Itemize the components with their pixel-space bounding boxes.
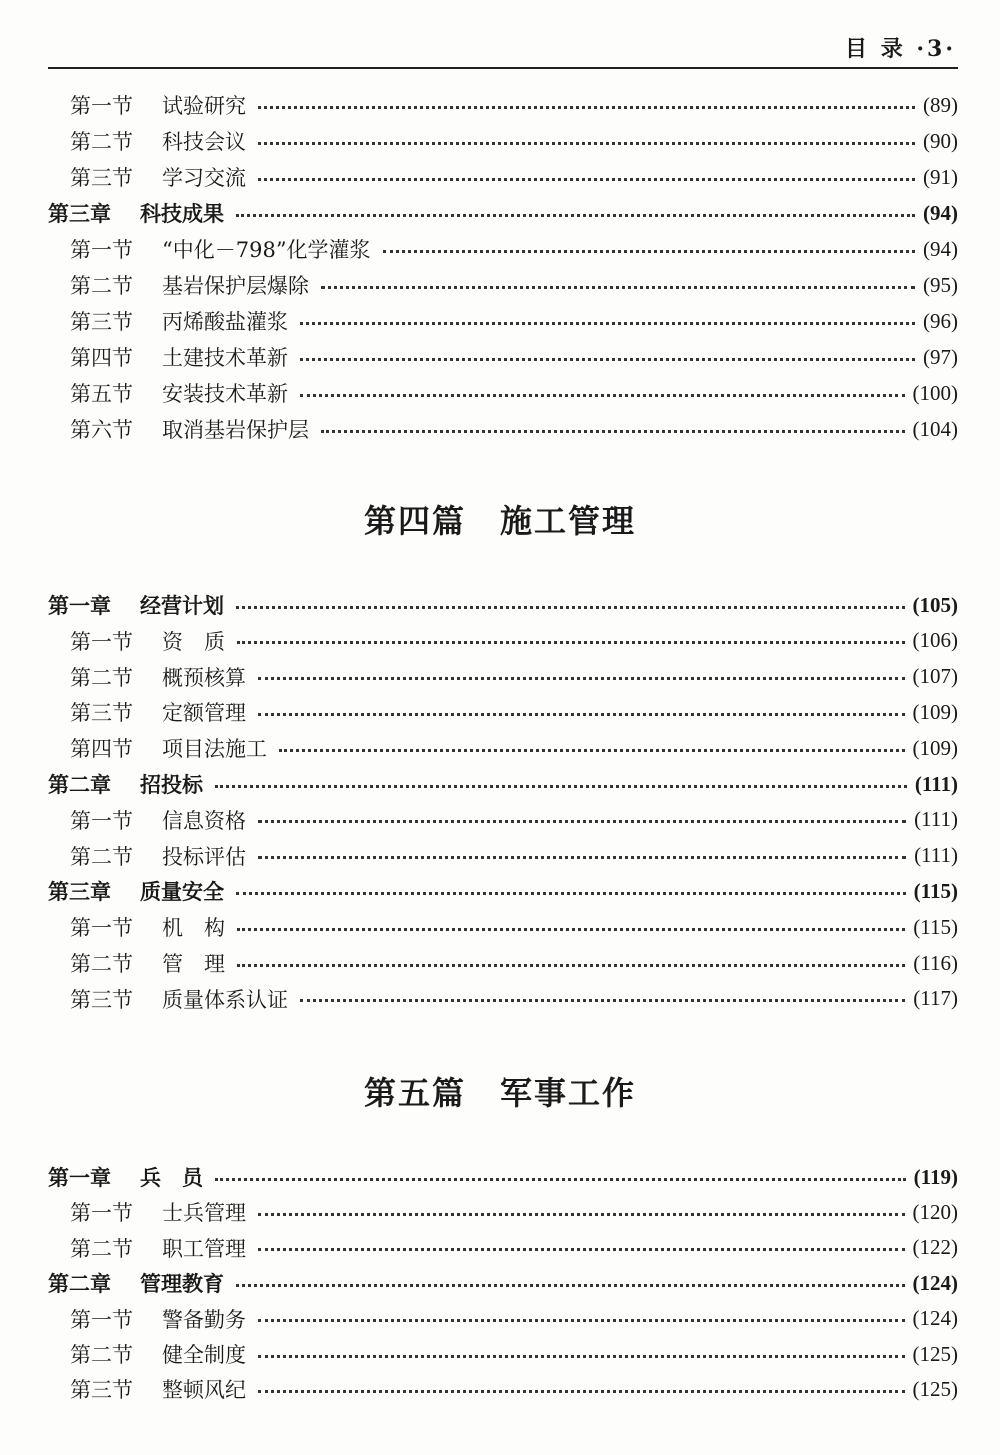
entry-page-number: (115): [913, 914, 958, 939]
entry-title: 基岩保护层爆除: [162, 274, 309, 298]
entry-page-number: (109): [912, 699, 958, 724]
toc-section-entry[interactable]: [48, 695, 958, 729]
entry-number: 第一节: [70, 94, 133, 118]
entry-number: 第二章: [48, 772, 111, 797]
entry-number: 第二节: [70, 130, 133, 154]
entry-number: 第一章: [48, 593, 111, 618]
entry-number: 第二章: [48, 1271, 111, 1297]
toc-section-entry[interactable]: [48, 839, 958, 873]
toc-section-entry[interactable]: [48, 982, 958, 1016]
dot-leader: [258, 1355, 905, 1358]
entry-number: 第六节: [70, 418, 133, 442]
entry-title: 项目法施工: [162, 737, 267, 762]
part-title: 第四篇 施工管理: [363, 502, 636, 540]
entry-page-number: (97): [923, 344, 958, 369]
entry-page-number: (111): [914, 843, 958, 868]
entry-number: 第一节: [70, 629, 133, 654]
toc-chapter-entry[interactable]: [48, 874, 958, 908]
toc-section-entry[interactable]: [48, 88, 958, 122]
dot-leader: [258, 1319, 905, 1322]
entry-page-number: (115): [913, 878, 958, 903]
entry-number: 第二节: [70, 952, 133, 976]
dot-leader: [236, 214, 915, 217]
entry-page-number: (104): [912, 416, 958, 441]
entry-title: 土建技术革新: [162, 346, 288, 370]
entry-page-number: (89): [923, 92, 958, 117]
dot-leader: [258, 1248, 905, 1251]
toc-section-entry[interactable]: [48, 124, 958, 158]
entry-number: 第三节: [70, 701, 133, 726]
dot-leader: [300, 322, 915, 325]
entry-number: 第三章: [48, 879, 111, 905]
toc-chapter-entry[interactable]: [48, 767, 958, 801]
toc-section-entry[interactable]: [48, 660, 958, 694]
toc-section-entry[interactable]: [48, 624, 958, 658]
entry-page-number: (117): [913, 986, 958, 1011]
entry-number: 第一节: [70, 238, 133, 262]
entry-number: 第二节: [70, 274, 133, 298]
entry-page-number: (111): [914, 807, 958, 832]
entry-page-number: (111): [914, 771, 958, 796]
dot-leader: [237, 928, 905, 931]
toc-section-entry[interactable]: [48, 160, 958, 194]
dot-leader: [258, 713, 905, 716]
entry-number: 第三节: [70, 166, 133, 190]
dot-leader: [215, 785, 907, 788]
entry-number: 第一节: [70, 1307, 133, 1332]
dot-leader: [383, 250, 915, 253]
entry-title: 丙烯酸盐灌浆: [162, 310, 288, 334]
toc-section-entry[interactable]: [48, 304, 958, 338]
toc-section-entry[interactable]: [48, 376, 958, 410]
toc-section-entry[interactable]: [48, 1231, 958, 1265]
entry-title: 管理教育: [140, 1271, 224, 1297]
entry-number: 第二节: [70, 1236, 133, 1261]
entry-title: 安装技术革新: [162, 382, 288, 406]
entry-title: 投标评估: [162, 844, 246, 869]
toc-section-entry[interactable]: [48, 910, 958, 944]
dot-leader: [237, 641, 905, 644]
entry-page-number: (119): [913, 1164, 958, 1189]
entry-title: 士兵管理: [162, 1201, 246, 1226]
toc-section-entry[interactable]: [48, 946, 958, 980]
entry-page-number: (120): [912, 1199, 958, 1224]
entry-title: 科技成果: [140, 201, 224, 226]
dot-leader: [321, 430, 905, 433]
dot-leader: [258, 178, 915, 181]
entry-page-number: (125): [912, 1376, 958, 1401]
entry-title: 经营计划: [140, 593, 224, 618]
entry-title: 科技会议: [162, 130, 246, 154]
entry-page-number: (95): [923, 272, 958, 297]
dot-leader: [300, 394, 905, 397]
entry-page-number: (96): [923, 308, 958, 333]
toc-section-entry[interactable]: [48, 1372, 958, 1406]
entry-page-number: (91): [923, 164, 958, 189]
dot-leader: [258, 1390, 905, 1393]
entry-number: 第一节: [70, 1201, 133, 1226]
entry-page-number: (107): [912, 664, 958, 689]
entry-page-number: (90): [923, 128, 958, 153]
toc-chapter-entry[interactable]: [48, 588, 958, 622]
entry-page-number: (106): [912, 628, 958, 653]
entry-page-number: (125): [912, 1341, 958, 1366]
entry-page-number: (116): [913, 950, 958, 975]
header-rule: [48, 67, 958, 69]
entry-title: 试验研究: [162, 94, 246, 118]
dot-leader: [236, 892, 906, 895]
toc-section-entry[interactable]: [48, 803, 958, 837]
toc-section-entry[interactable]: [48, 268, 958, 302]
entry-number: 第三节: [70, 987, 133, 1012]
entry-number: 第一节: [70, 808, 133, 833]
entry-number: 第三节: [70, 1378, 133, 1403]
entry-page-number: (100): [912, 380, 958, 405]
entry-title: 质量安全: [140, 879, 224, 905]
dot-leader: [258, 820, 906, 823]
entry-number: 第二节: [70, 665, 133, 690]
entry-number: 第四节: [70, 346, 133, 370]
toc-section-entry[interactable]: [48, 1302, 958, 1336]
entry-number: 第五节: [70, 382, 133, 406]
entry-number: 第二节: [70, 1343, 133, 1367]
toc-section-entry[interactable]: [48, 232, 958, 266]
entry-number: 第三章: [48, 201, 111, 226]
entry-title: 信息资格: [162, 808, 246, 833]
dot-leader: [258, 856, 906, 859]
entry-title: 机 构: [162, 916, 225, 941]
entry-page-number: (105): [912, 592, 958, 617]
entry-title: 招投标: [140, 772, 203, 797]
toc-chapter-entry[interactable]: [48, 1266, 958, 1300]
toc-section-entry[interactable]: [48, 412, 958, 446]
dot-leader: [236, 1284, 905, 1287]
entry-page-number: (109): [912, 735, 958, 760]
dot-leader: [258, 106, 915, 109]
toc-section-entry[interactable]: [48, 340, 958, 374]
entry-page-number: (124): [912, 1270, 958, 1295]
dot-leader: [236, 606, 905, 609]
dot-leader: [300, 999, 905, 1002]
entry-number: 第三节: [70, 310, 133, 334]
entry-title: 概预核算: [162, 665, 246, 690]
toc-chapter-entry[interactable]: [48, 196, 958, 230]
entry-page-number: (94): [923, 236, 958, 261]
dot-leader: [300, 358, 915, 361]
entry-title: “中化－798”化学灌浆: [162, 238, 371, 262]
entry-title: 职工管理: [162, 1236, 246, 1261]
toc-section-entry[interactable]: [48, 1195, 958, 1229]
part-title: 第五篇 军事工作: [363, 1074, 636, 1112]
running-header: 目 录 ·3·: [845, 36, 956, 62]
dot-leader: [321, 286, 915, 289]
page-header: [48, 28, 958, 68]
entry-title: 健全制度: [162, 1343, 246, 1367]
entry-title: 兵 员: [140, 1165, 203, 1190]
entry-number: 第一节: [70, 916, 133, 941]
dot-leader: [258, 677, 905, 680]
entry-title: 整顿风纪: [162, 1378, 246, 1403]
dot-leader: [215, 1178, 906, 1181]
entry-title: 取消基岩保护层: [162, 418, 309, 442]
dot-leader: [258, 1213, 905, 1216]
entry-number: 第四节: [70, 737, 133, 762]
dot-leader: [237, 964, 905, 967]
entry-title: 资 质: [162, 629, 225, 654]
entry-number: 第一章: [48, 1165, 111, 1190]
entry-page-number: (124): [912, 1306, 958, 1331]
entry-title: 质量体系认证: [162, 987, 288, 1012]
entry-number: 第二节: [70, 844, 133, 869]
dot-leader: [279, 749, 905, 752]
entry-title: 定额管理: [162, 701, 246, 726]
toc-section-entry[interactable]: [48, 1337, 958, 1371]
toc-section-entry[interactable]: [48, 731, 958, 765]
dot-leader: [258, 142, 915, 145]
entry-page-number: (94): [923, 200, 958, 225]
entry-title: 管 理: [162, 952, 225, 976]
entry-page-number: (122): [912, 1235, 958, 1260]
entry-title: 警备勤务: [162, 1307, 246, 1332]
toc-chapter-entry[interactable]: [48, 1160, 958, 1194]
entry-title: 学习交流: [162, 166, 246, 190]
